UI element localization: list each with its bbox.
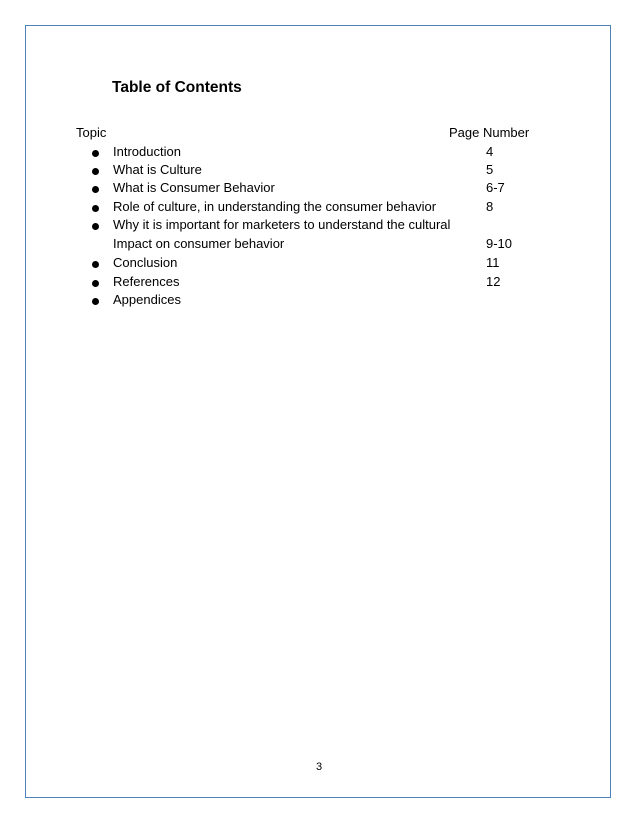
bullet-icon xyxy=(92,150,99,157)
page-number-column-header: Page Number xyxy=(449,125,530,140)
toc-title: Table of Contents xyxy=(112,79,242,96)
toc-item-why-important-line2: Impact on consumer behavior xyxy=(113,236,285,251)
toc-item-why-important: Why it is important for marketers to understand the cultural xyxy=(113,217,451,232)
bullet-icon xyxy=(92,280,99,287)
bullet-icon xyxy=(92,186,99,193)
toc-item-introduction: Introduction xyxy=(113,144,181,159)
toc-item-appendices: Appendices xyxy=(113,292,181,307)
toc-item-consumer-behavior: What is Consumer Behavior xyxy=(113,180,275,195)
toc-item-what-is-culture: What is Culture xyxy=(113,162,202,177)
topic-column-header: Topic xyxy=(76,125,107,140)
toc-item-why-important-page: 9-10 xyxy=(486,236,513,251)
bullet-icon xyxy=(92,261,99,268)
page-number-footer: 3 xyxy=(315,761,323,773)
toc-item-role-of-culture: Role of culture, in understanding the consumer behavior xyxy=(113,199,437,214)
bullet-icon xyxy=(92,168,99,175)
toc-item-introduction-page: 4 xyxy=(486,144,494,159)
toc-item-role-of-culture-page: 8 xyxy=(486,199,494,214)
bullet-icon xyxy=(92,205,99,212)
toc-item-references: References xyxy=(113,274,180,289)
toc-item-conclusion: Conclusion xyxy=(113,255,178,270)
toc-item-what-is-culture-page: 5 xyxy=(486,162,494,177)
bullet-icon xyxy=(92,223,99,230)
toc-item-consumer-behavior-page: 6-7 xyxy=(486,180,505,195)
toc-item-conclusion-page: 11 xyxy=(486,255,500,270)
bullet-icon xyxy=(92,298,99,305)
toc-item-references-page: 12 xyxy=(486,274,501,289)
